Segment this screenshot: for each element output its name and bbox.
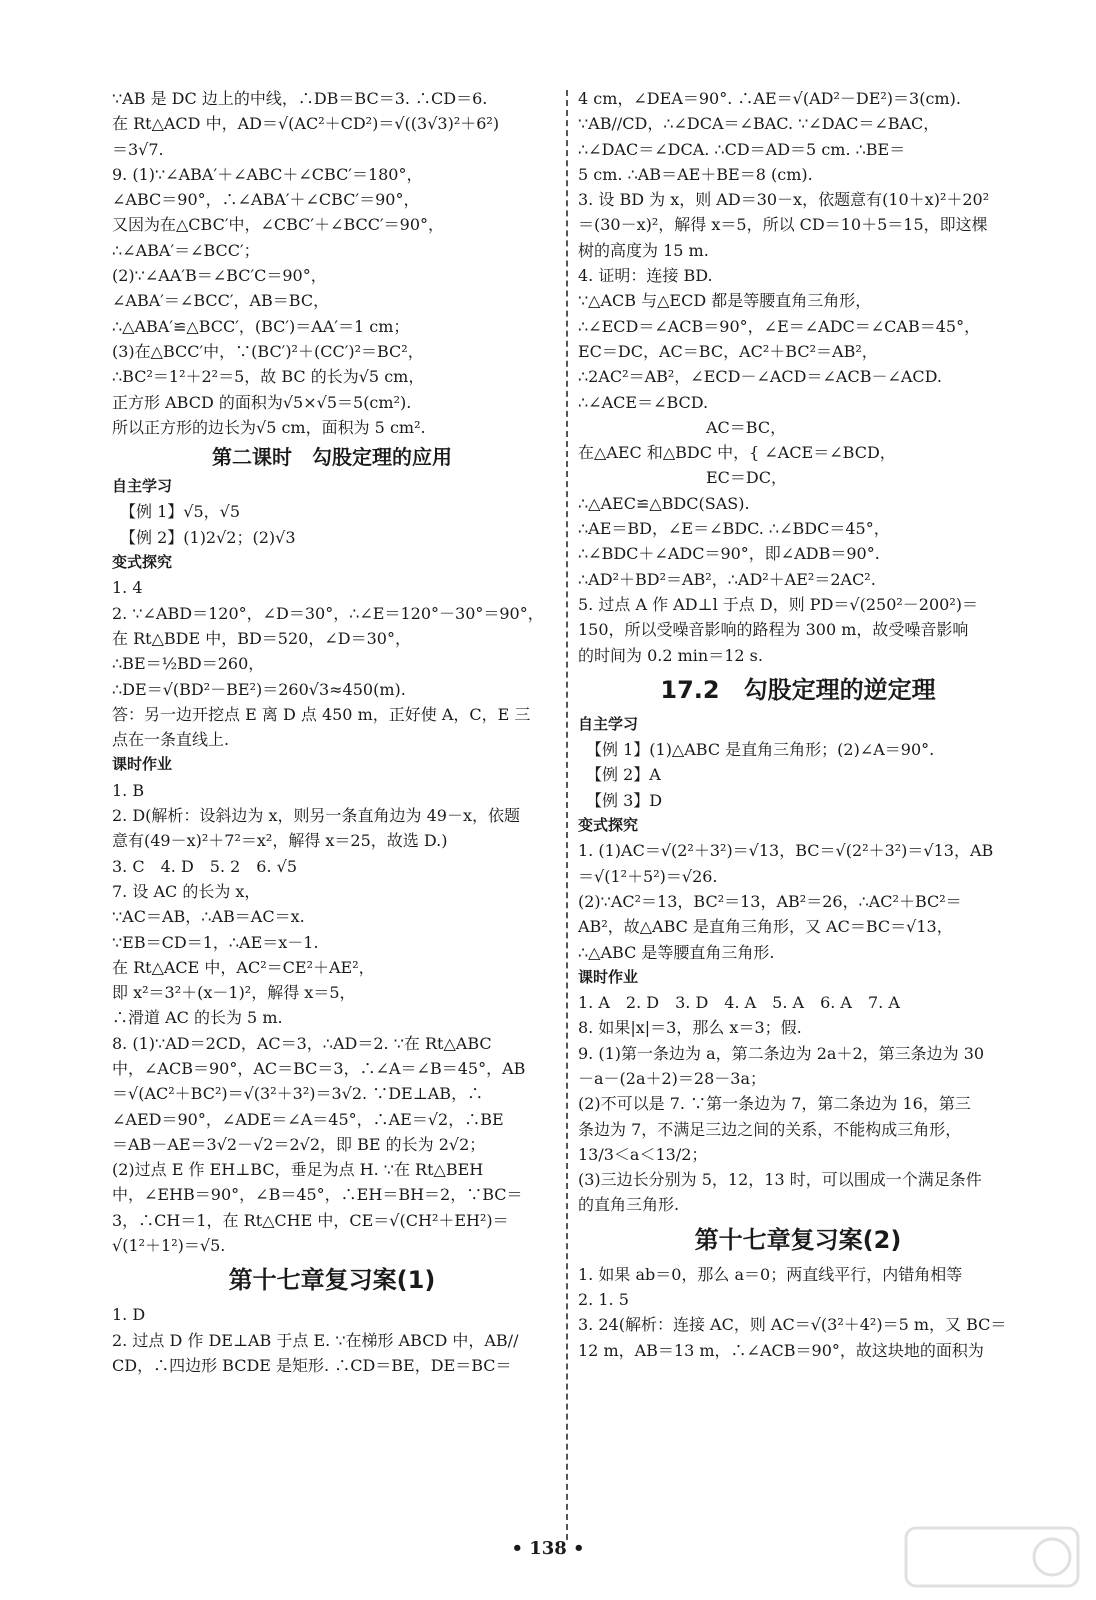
text-line: 在 Rt△ACE 中，AC²＝CE²＋AE²， [112,957,375,977]
part-label: 变式探究 [112,553,173,572]
text-line: ∵△ACB 与△ECD 都是等腰直角三角形， [578,291,872,311]
text-line: 3. 设 BD 为 x，则 AD＝30－x，依题意有(10＋x)²＋20² [578,190,990,210]
text-line: 3，∴CH＝1，在 Rt△CHE 中，CE＝√(CH²＋EH²)＝ [112,1210,509,1230]
text-line: ∴∠DAC＝∠DCA. ∴CD＝AD＝5 cm. ∴BE＝ [578,139,906,159]
text-line: ∠AED＝90°，∠ADE＝∠A＝45°，∴AE＝√2，∴BE [112,1109,504,1129]
text-line: 13/3＜a＜13/2； [578,1144,708,1164]
text-line: 的直角三角形. [578,1195,680,1215]
text-line: ∠ABA′＝∠BCC′，AB＝BC， [112,291,330,311]
watermark-logo [902,1522,1082,1592]
text-line: ∴∠ECD＝∠ACB＝90°，∠E＝∠ADC＝∠CAB＝45°， [578,316,981,336]
text-line: 12 m，AB＝13 m，∴∠ACB＝90°，故这块地的面积为 [578,1340,984,1360]
text-line: 4. 证明：连接 BD. [578,266,713,286]
text-line: (2)过点 E 作 EH⊥BC，垂足为点 H. ∵在 Rt△BEH [112,1160,484,1180]
text-line: ∠ABC＝90°，∴∠ABA′＋∠CBC′＝90°， [112,190,420,210]
part-label: 自主学习 [112,477,173,496]
column-divider [566,90,568,1540]
text-line: CD，∴四边形 BCDE 是矩形. ∴CD＝BE，DE＝BC＝ [112,1355,512,1375]
part-label: 自主学习 [578,714,639,733]
part-label: 课时作业 [112,755,173,774]
text-line: 正方形 ABCD 的面积为√5×√5＝5(cm²). [112,392,412,412]
text-line: 中，∠ACB＝90°，AC＝BC＝3，∴∠A＝∠B＝45°，AB [112,1058,526,1078]
section-heading: 第十七章复习案(2) [694,1225,902,1254]
text-line: AB²，故△ABC 是直角三角形，又 AC＝BC＝√13， [578,917,953,937]
text-line: ∴BC²＝1²＋2²＝5，故 BC 的长为√5 cm， [112,367,425,387]
text-line: 在 Rt△ACD 中，AD＝√(AC²＋CD²)＝√((3√3)²＋6²) [112,114,500,134]
text-line: (2)∵∠AA′B＝∠BC′C＝90°， [112,266,327,286]
text-line: 在△AEC 和△BDC 中，{ ∠ACE＝∠BCD， [578,443,896,463]
text-line: √(1²＋1²)＝√5. [112,1236,226,1256]
text-line: 【例 1】(1)△ABC 是直角三角形；(2)∠A＝90°. [578,740,935,760]
text-line: (3)在△BCC′中，∵(BC′)²＋(CC′)²＝BC²， [112,341,424,361]
text-line: 5. 过点 A 作 AD⊥l 于点 D，则 PD＝√(250²－200²)＝ [578,594,978,614]
text-line: 1. D [112,1305,146,1325]
text-line: 【例 3】D [578,790,663,810]
text-line: 3. C 4. D 5. 2 6. √5 [112,856,298,876]
text-line: 1. 如果 ab＝0，那么 a＝0；两直线平行，内错角相等 [578,1264,963,1284]
text-line: ∴AD²＋BD²＝AB²，∴AD²＋AE²＝2AC². [578,569,876,589]
text-line: 9. (1)第一条边为 a，第二条边为 2a＋2，第三条边为 30 [578,1043,985,1063]
text-line: ∴∠ABA′＝∠BCC′； [112,240,260,260]
lesson-heading: 第二课时 勾股定理的应用 [212,445,452,470]
text-line: ∵AB//CD，∴∠DCA＝∠BAC. ∵∠DAC＝∠BAC， [578,114,940,134]
text-line: 意有(49－x)²＋7²＝x²，解得 x＝25，故选 D.) [112,831,448,851]
section-heading: 17.2 勾股定理的逆定理 [660,675,936,704]
text-line: (2)不可以是 7. ∵第一条边为 7，第二条边为 16，第三 [578,1094,971,1114]
text-line: 答：另一边开挖点 E 离 D 点 450 m，正好使 A，C，E 三 [112,704,531,724]
text-line: 又因为在△CBC′中，∠CBC′＋∠BCC′＝90°， [112,215,444,235]
text-line: ∴∠BDC＋∠ADC＝90°，即∠ADB＝90°. [578,544,880,564]
text-line: ∵AC＝AB，∴AB＝AC＝x. [112,907,305,927]
text-line: 5 cm. ∴AB＝AE＋BE＝8 (cm). [578,164,813,184]
text-line: ∴BE＝½BD＝260， [112,654,265,674]
text-line: (2)∵AC²＝13，BC²＝13，AB²＝26，∴AC²＋BC²＝ [578,891,962,911]
text-line: 2. D(解析：设斜边为 x，则另一条直角边为 49－x，依题 [112,806,521,826]
text-line: ＝√(AC²＋BC²)＝√(3²＋3²)＝3√2. ∵DE⊥AB，∴ [112,1084,484,1104]
text-line: 2. 1. 5 [578,1290,629,1310]
text-line: ＝AB－AE＝3√2－√2＝2√2，即 BE 的长为 2√2； [112,1134,486,1154]
text-line: 8. 如果|x|＝3，那么 x＝3；假. [578,1018,802,1038]
text-line: 9. (1)∵∠ABA′＋∠ABC＋∠CBC′＝180°， [112,164,423,184]
text-line: ∴△ABA′≌△BCC′，(BC′)＝AA′＝1 cm； [112,316,410,336]
text-line: ∵AB 是 DC 边上的中线，∴DB＝BC＝3. ∴CD＝6. [112,89,488,108]
text-line: ∴△AEC≌△BDC(SAS). [578,493,750,513]
text-line: 中，∠EHB＝90°，∠B＝45°，∴EH＝BH＝2，∵BC＝ [112,1185,523,1205]
text-line: 【例 2】(1)2√2；(2)√3 [112,527,296,547]
part-label: 变式探究 [578,816,639,835]
text-line: ＝3√7. [112,139,164,159]
text-line: EC＝DC，AC＝BC，AC²＋BC²＝AB²， [578,341,878,361]
text-line: (3)三边长分别为 5，12，13 时，可以围成一个满足条件 [578,1170,982,1190]
text-line: 2. ∵∠ABD＝120°，∠D＝30°，∴∠E＝120°－30°＝90°， [112,603,544,623]
text-line: －a－(2a＋2)＝28－3a； [578,1068,767,1088]
right-column [578,86,1018,1363]
text-line: ＝√(1²＋5²)＝√26. [578,866,718,886]
watermark-logo-icon [902,1522,1082,1592]
part-label: 课时作业 [578,967,639,986]
text-line: AC＝BC， [578,417,787,437]
text-line: 4 cm，∠DEA＝90°. ∴AE＝√(AD²－DE²)＝3(cm). [578,89,961,108]
text-line: 树的高度为 15 m. [578,240,709,260]
text-line: ∵EB＝CD＝1，∴AE＝x－1. [112,932,319,952]
text-line: ∴2AC²＝AB²，∠ECD－∠ACD＝∠ACB－∠ACD. [578,367,942,387]
text-line: ∴∠ACE＝∠BCD. [578,392,709,412]
page-number: • 138 • [511,1538,585,1559]
text-line: ＝(30－x)²，解得 x＝5，所以 CD＝10＋5＝15，即这棵 [578,215,988,235]
text-line: 在 Rt△BDE 中，BD＝520，∠D＝30°， [112,628,411,648]
text-line: 150，所以受噪音影响的路程为 300 m，故受噪音影响 [578,620,969,640]
text-line: 1. A 2. D 3. D 4. A 5. A 6. A 7. A [578,993,900,1013]
text-line: 1. 4 [112,578,143,598]
text-line: 点在一条直线上. [112,730,230,750]
section-heading: 第十七章复习案(1) [228,1266,436,1295]
text-line: 【例 1】√5，√5 [112,502,241,522]
text-line: ∴滑道 AC 的长为 5 m. [112,1008,283,1028]
text-line: 3. 24(解析：连接 AC，则 AC＝√(3²＋4²)＝5 m，又 BC＝ [578,1315,1007,1335]
text-line: 的时间为 0.2 min＝12 s. [578,645,763,665]
text-line: 所以正方形的边长为√5 cm，面积为 5 cm². [112,417,426,437]
text-line: 1. B [112,780,145,800]
text-line: ∴AE＝BD，∠E＝∠BDC. ∴∠BDC＝45°， [578,519,890,539]
text-line: 8. (1)∵AD＝2CD，AC＝3，∴AD＝2. ∵在 Rt△ABC [112,1033,492,1053]
text-line: 条边为 7，不满足三边之间的关系，不能构成三角形， [578,1119,962,1139]
text-line: 7. 设 AC 的长为 x， [112,881,261,901]
text-line: 1. (1)AC＝√(2²＋3²)＝√13，BC＝√(2²＋3²)＝√13，AB [578,841,994,861]
left-column [112,86,552,1378]
text-line: 【例 2】A [578,765,661,785]
text-line: 即 x²＝3²＋(x－1)²，解得 x＝5， [112,983,356,1003]
text-line: 2. 过点 D 作 DE⊥AB 于点 E. ∵在梯形 ABCD 中，AB// [112,1330,519,1350]
text-line: ∴DE＝√(BD²－BE²)＝260√3≈450(m). [112,679,406,699]
text-line: ∴△ABC 是等腰直角三角形. [578,942,775,962]
text-line: EC＝DC， [578,468,787,488]
